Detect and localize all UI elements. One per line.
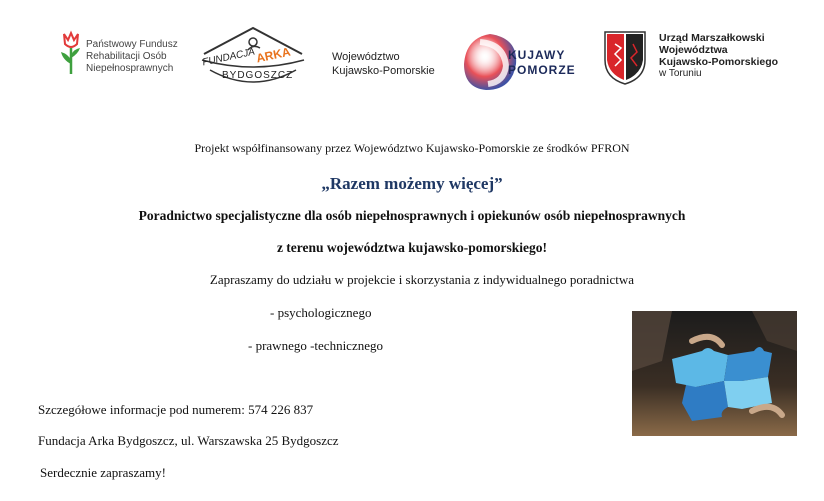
kujawy-line-1: KUJAWY bbox=[508, 48, 566, 62]
pfron-line-1: Państwowy Fundusz bbox=[86, 39, 178, 50]
pfron-line-2: Rehabilitacji Osób bbox=[86, 51, 167, 62]
arka-top-text: FUNDACJA bbox=[201, 46, 256, 69]
kujawy-pomorze-logo bbox=[460, 30, 576, 94]
page-title: „Razem możemy więcej” bbox=[321, 174, 503, 193]
closing-text: Serdecznie zapraszamy! bbox=[40, 465, 166, 480]
pfron-tulip-icon bbox=[58, 30, 82, 76]
contact-text: Szczegółowe informacje pod numerem: 574 226 837 bbox=[38, 402, 314, 417]
kujawy-line-2: POMORZE bbox=[508, 63, 576, 77]
wojewodztwo-line-2: Kujawsko-Pomorskie bbox=[332, 65, 435, 77]
address-text: Fundacja Arka Bydgoszcz, ul. Warszawska 25 Bydgoszcz bbox=[38, 433, 339, 448]
urzad-logo bbox=[603, 30, 803, 90]
invite-text: Zapraszamy do udziału w projekcie i skorzystania z indywidualnego poradnictwa bbox=[209, 272, 635, 287]
urzad-line-1: Urząd Marszałkowski bbox=[659, 32, 765, 44]
wojewodztwo-line-1: Województwo bbox=[332, 51, 400, 63]
wojewodztwo-logo bbox=[332, 50, 435, 78]
cofinance-text: Projekt współfinansowany przez Województwo Kujawsko-Pomorskie ze środków PFRON bbox=[194, 141, 630, 155]
subtitle-line-1: Poradnictwo specjalistyczne dla osób niepełnosprawnych i opiekunów osób niepełnosprawnych bbox=[138, 208, 686, 223]
puzzle-pieces-image bbox=[632, 311, 797, 436]
subtitle-line-2: z terenu województwa kujawsko-pomorskiego! bbox=[276, 240, 548, 255]
list-item-psychological: - psychologicznego bbox=[270, 305, 372, 320]
urzad-line-4: w Toruniu bbox=[659, 68, 702, 79]
list-item-legal-technical: - prawnego -technicznego bbox=[248, 338, 383, 353]
coat-of-arms-icon bbox=[603, 30, 647, 86]
arka-city-text: BYDGOSZCZ bbox=[222, 70, 294, 81]
urzad-line-2: Województwa bbox=[659, 44, 728, 56]
arka-logo bbox=[198, 24, 308, 90]
puzzle-photo bbox=[632, 311, 797, 436]
arka-name-text: ARKA bbox=[254, 44, 292, 66]
pfron-logo bbox=[58, 30, 188, 78]
pfron-line-3: Niepełnosprawnych bbox=[86, 63, 174, 74]
urzad-line-3: Kujawsko-Pomorskiego bbox=[659, 56, 779, 68]
